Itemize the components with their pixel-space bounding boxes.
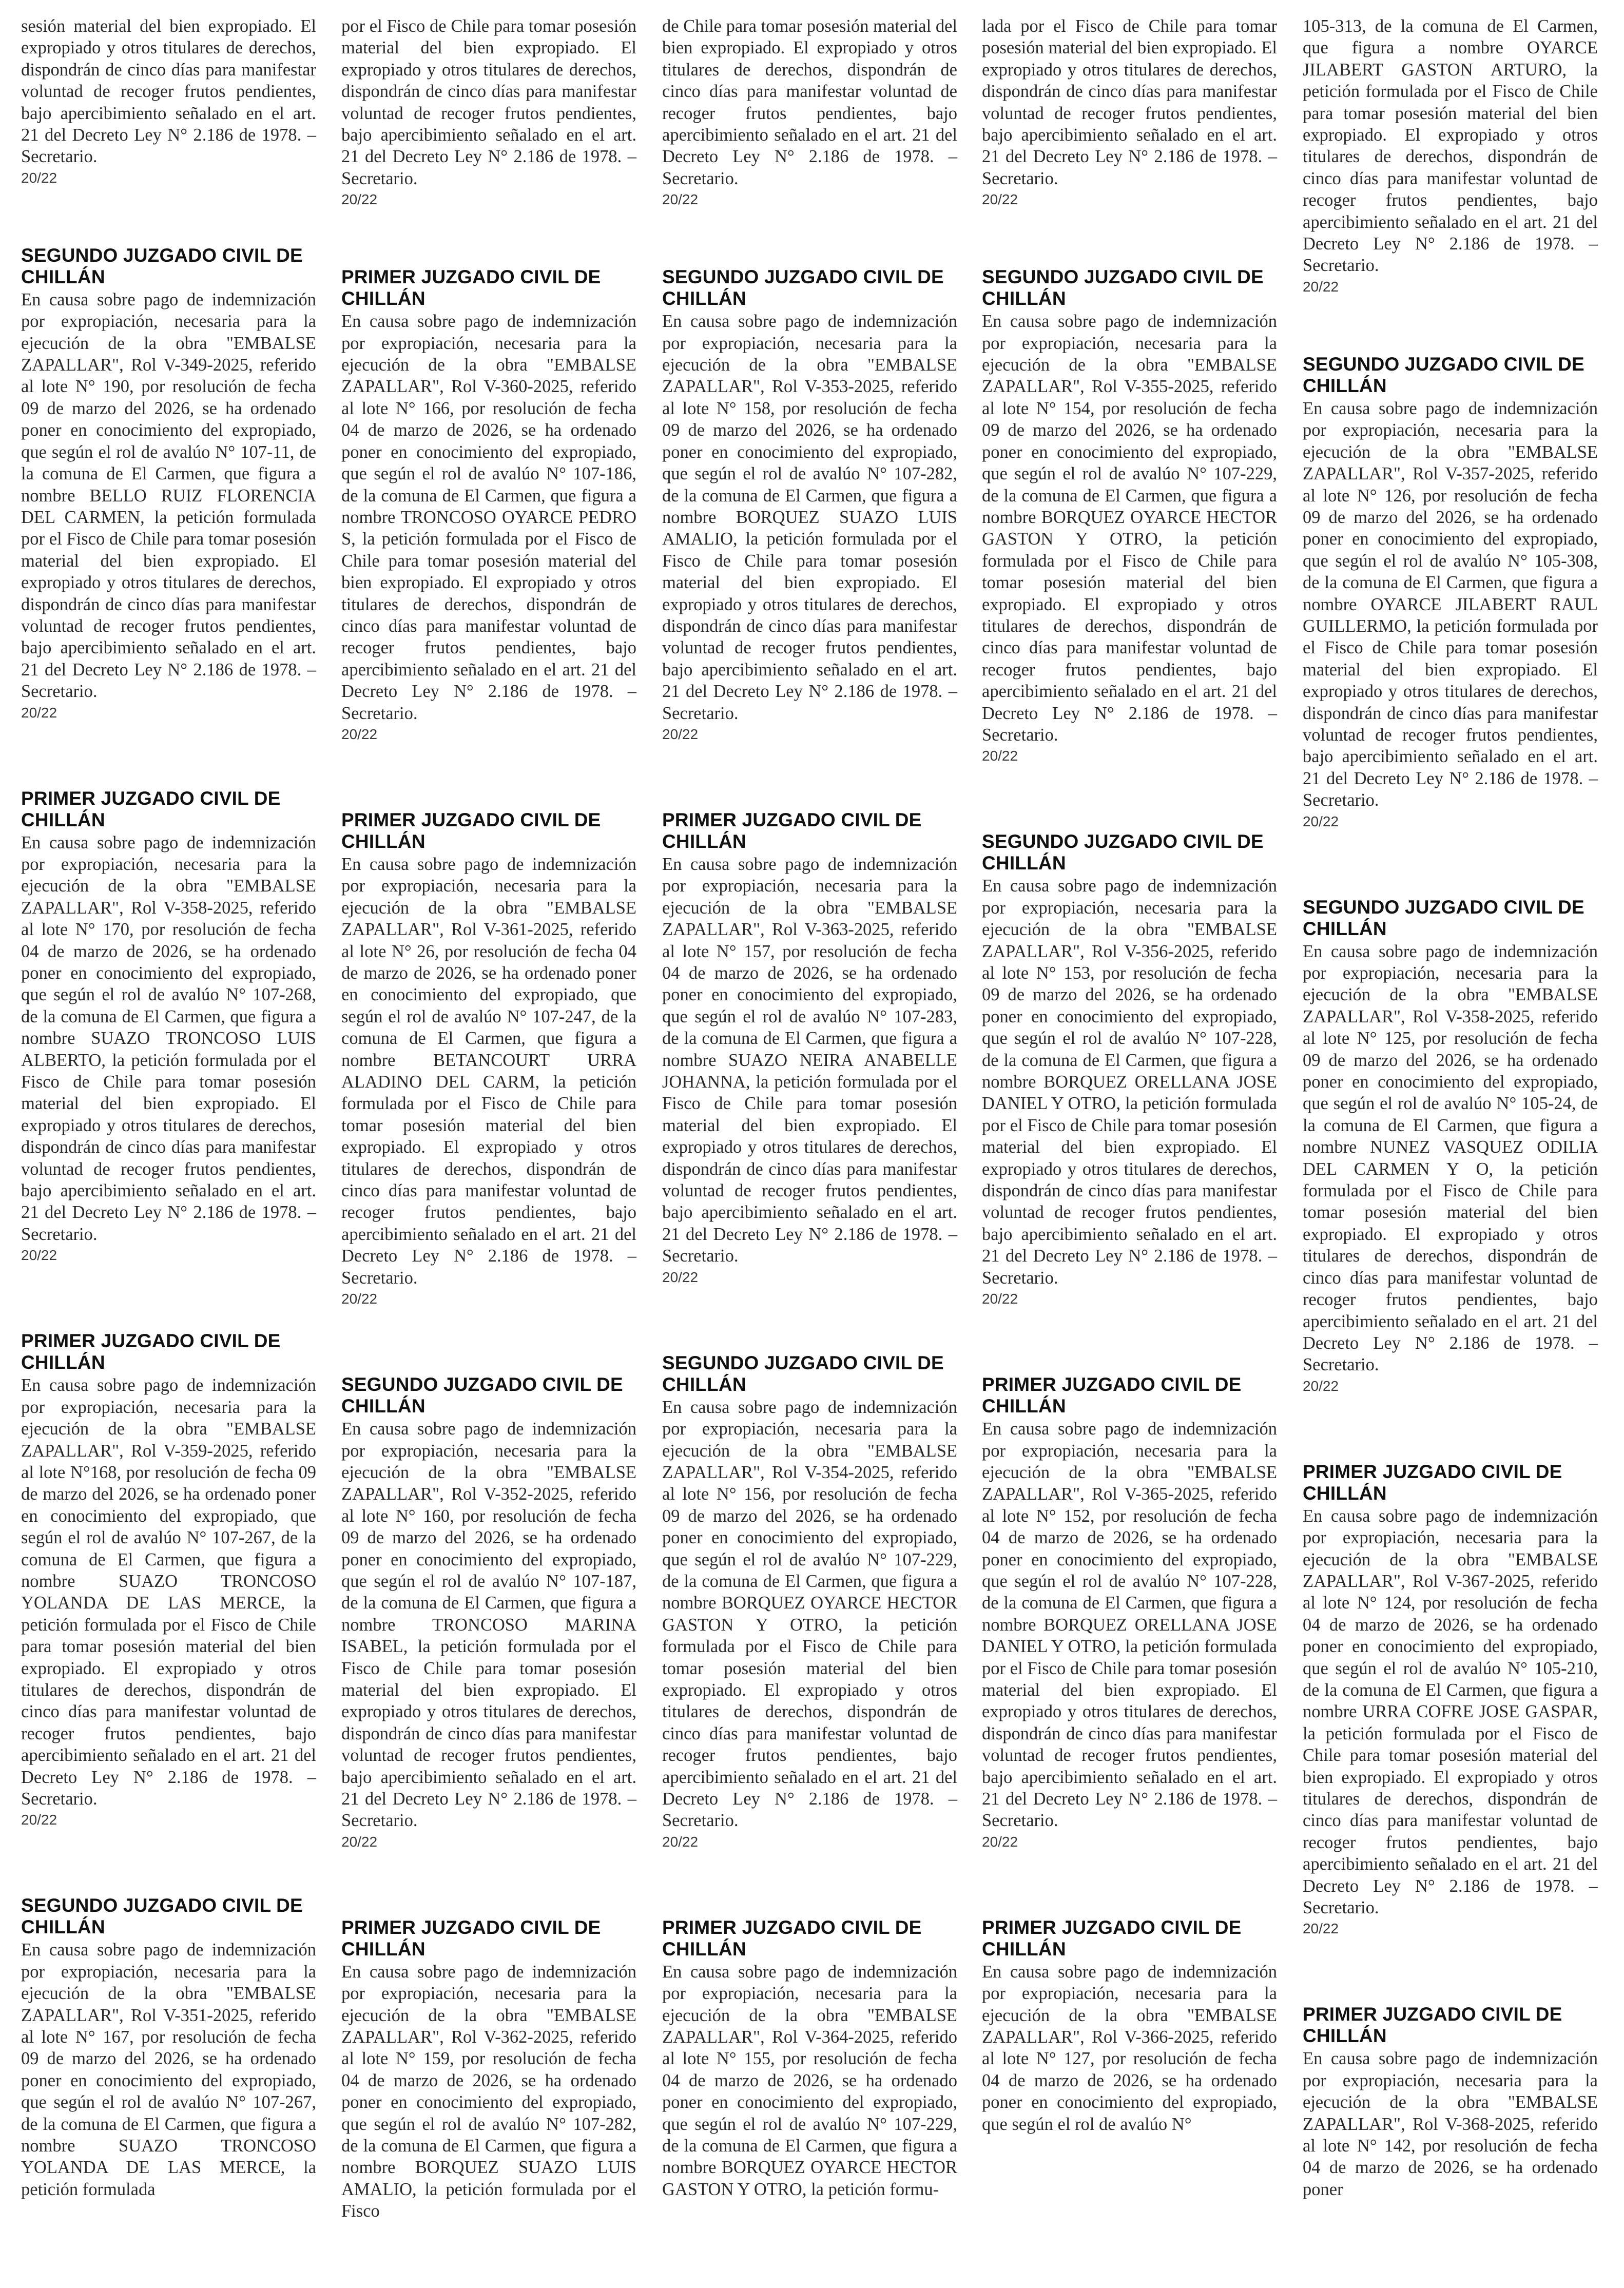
court-heading: SEGUNDO JUZGADO CIVIL DE CHILLÁN [662, 1352, 944, 1395]
notice-body: En causa sobre pago de indemnización por expropiación, necesaria para la ejecución de la obra "EMBALSE ZAPALLAR", Rol V-362-2025, referido al lote N° 159, por resolución de fecha 04 de marzo de 2026, se ha ordenado poner en conocimiento del expropiado, que según el rol de avalúo N° 107-282, de la comuna de El Carmen, que figura a nombre BORQUEZ SUAZO LUIS AMALIO, la petición formulada por el Fisco [341, 1962, 636, 2221]
notice-body: de Chile para tomar posesión material del bien expropiado. El expropiado y otros titulares de derechos, dispondrán de cinco días para manifestar voluntad de recoger frutos pendientes, bajo apercibimiento señalado en el art. 21 del Decreto Ley N° 2.186 de 1978. – Secretario. [662, 16, 957, 188]
notice-date-code: 20/22 [1303, 278, 1339, 295]
notice-date-code: 20/22 [662, 1833, 699, 1850]
notice-body: En causa sobre pago de indemnización por expropiación, necesaria para la ejecución de la obra "EMBALSE ZAPALLAR", Rol V-349-2025, referido al lote N° 190, por resolución de fecha 09 de marzo del 2026, se ha ordenado poner en conocimiento del expropiado, que según el rol de avalúo N° 107-11, de la comuna de El Carmen, que figura a nombre BELLO RUIZ FLORENCIA DEL CARMEN, la petición formulada por el Fisco de Chile para tomar posesión material del bien expropiado. El expropiado y otros titulares de derechos, dispondrán de cinco días para manifestar voluntad de recoger frutos pendientes, bajo apercibimiento señalado en el art. 21 del Decreto Ley N° 2.186 de 1978. – Secretario. [21, 289, 316, 702]
notice-date-code: 20/22 [1303, 1378, 1339, 1394]
legal-notice [341, 266, 636, 744]
court-heading: PRIMER JUZGADO CIVIL DE CHILLÁN [1303, 2004, 1562, 2047]
court-heading: SEGUNDO JUZGADO CIVIL DE CHILLÁN [1303, 896, 1584, 939]
court-heading: SEGUNDO JUZGADO CIVIL DE CHILLÁN [982, 831, 1264, 874]
notice-date-code: 20/22 [662, 1269, 699, 1285]
notice-body: En causa sobre pago de indemnización por expropiación, necesaria para la ejecución de la obra "EMBALSE ZAPALLAR", Rol V-357-2025, referido al lote N° 126, por resolución de fecha 09 de marzo del 2026, se ha ordenado poner en conocimiento del expropiado, que según el rol de avalúo N° 105-308, de la comuna de El Carmen, que figura a nombre OYARCE JILABERT RAUL GUILLERMO, la petición formulada por el Fisco de Chile para tomar posesión material del bien expropiado. El expropiado y otros titulares de derechos, dispondrán de cinco días para manifestar voluntad de recoger frutos pendientes, bajo apercibimiento señalado en el art. 21 del Decreto Ley N° 2.186 de 1978. – Secretario. [1303, 398, 1598, 810]
column-4 [982, 15, 1277, 2201]
notice-body: En causa sobre pago de indemnización por expropiación, necesaria para la ejecución de la obra "EMBALSE ZAPALLAR", Rol V-353-2025, referido al lote N° 158, por resolución de fecha 09 de marzo del 2026, se ha ordenado poner en conocimiento del expropiado, que según el rol de avalúo N° 107-282, de la comuna de El Carmen, que figura a nombre BORQUEZ SUAZO LUIS AMALIO, la petición formulada por el Fisco de Chile para tomar posesión material del bien expropiado. El expropiado y otros titulares de derechos, dispondrán de cinco días para manifestar voluntad de recoger frutos pendientes, bajo apercibimiento señalado en el art. 21 del Decreto Ley N° 2.186 de 1978. – Secretario. [662, 312, 957, 723]
column-1 [21, 15, 316, 2266]
court-heading: PRIMER JUZGADO CIVIL DE CHILLÁN [662, 1916, 922, 1960]
notice-date-code: 20/22 [982, 1833, 1018, 1850]
legal-notice [662, 1917, 957, 2200]
notice-body: En causa sobre pago de indemnización por expropiación, necesaria para la ejecución de la obra "EMBALSE ZAPALLAR", Rol V-351-2025, referido al lote N° 167, por resolución de fecha 09 de marzo del 2026, se ha ordenado poner en conocimiento del expropiado, que según el rol de avalúo N° 107-267, de la comuna de El Carmen, que figura a nombre SUAZO TRONCOSO YOLANDA DE LAS MERCE, la petición formulada [21, 1940, 316, 2199]
legal-notice [1303, 1461, 1598, 1938]
notice-body: En causa sobre pago de indemnización por expropiación, necesaria para la ejecución de la obra "EMBALSE ZAPALLAR", Rol V-364-2025, referido al lote N° 155, por resolución de fecha 04 de marzo de 2026, se ha ordenado poner en conocimiento del expropiado, que según el rol de avalúo N° 107-229, de la comuna de El Carmen, que figura a nombre BORQUEZ OYARCE HECTOR GASTON Y OTRO, la petición formu- [662, 1962, 957, 2199]
court-heading: SEGUNDO JUZGADO CIVIL DE CHILLÁN [1303, 353, 1584, 396]
court-heading: PRIMER JUZGADO CIVIL DE CHILLÁN [982, 1916, 1242, 1960]
notice-body: En causa sobre pago de indemnización por expropiación, necesaria para la ejecución de la obra "EMBALSE ZAPALLAR", Rol V-365-2025, referido al lote N° 152, por resolución de fecha 04 de marzo de 2026, se ha ordenado poner en conocimiento del expropiado, que según el rol de avalúo N° 107-228, de la comuna de El Carmen, que figura a nombre BORQUEZ ORELLANA JOSE DANIEL Y OTRO, la petición formulada por el Fisco de Chile para tomar posesión material del bien expropiado. El expropiado y otros titulares de derechos, dispondrán de cinco días para manifestar voluntad de recoger frutos pendientes, bajo apercibimiento señalado en el art. 21 del Decreto Ley N° 2.186 de 1978. – Secretario. [982, 1419, 1277, 1831]
legal-notice [982, 266, 1277, 765]
notice-body: En causa sobre pago de indemnización por expropiación, necesaria para la ejecución de la obra "EMBALSE ZAPALLAR", Rol V-355-2025, referido al lote N° 154, por resolución de fecha 09 de marzo del 2026, se ha ordenado poner en conocimiento del expropiado, que según el rol de avalúo N° 107-229, de la comuna de El Carmen, que figura a nombre BORQUEZ OYARCE HECTOR GASTON Y OTRO, la petición formulada por el Fisco de Chile para tomar posesión material del bien expropiado. El expropiado y otros titulares de derechos, dispondrán de cinco días para manifestar voluntad de recoger frutos pendientes, bajo apercibimiento señalado en el art. 21 del Decreto Ley N° 2.186 de 1978. – Secretario. [982, 312, 1277, 745]
notice-body: En causa sobre pago de indemnización por expropiación, necesaria para la ejecución de la obra "EMBALSE ZAPALLAR", Rol V-360-2025, referido al lote N° 166, por resolución de fecha 04 de marzo de 2026, se ha ordenado poner en conocimiento del expropiado, que según el rol de avalúo N° 107-186, de la comuna de El Carmen, que figura a nombre TRONCOSO OYARCE PEDRO S, la petición formulada por el Fisco de Chile para tomar posesión material del bien expropiado. El expropiado y otros titulares de derechos, dispondrán de cinco días para manifestar voluntad de recoger frutos pendientes, bajo apercibimiento señalado en el art. 21 del Decreto Ley N° 2.186 de 1978. – Secretario. [341, 312, 636, 723]
court-heading: PRIMER JUZGADO CIVIL DE CHILLÁN [662, 809, 922, 852]
notice-date-code: 20/22 [21, 1247, 57, 1264]
legal-notice-continuation [21, 15, 316, 187]
court-heading: SEGUNDO JUZGADO CIVIL DE CHILLÁN [21, 244, 303, 287]
legal-notice [1303, 354, 1598, 831]
legal-notice [982, 1374, 1277, 1851]
notice-date-code: 20/22 [1303, 813, 1339, 829]
legal-notice [21, 1330, 316, 1829]
notice-date-code: 20/22 [341, 1291, 378, 1307]
notice-body: sesión material del bien expropiado. El expropiado y otros titulares de derechos, dispondrán de cinco días para manifestar voluntad de recoger frutos pendientes, bajo apercibimiento señalado en el art. 21 del Decreto Ley N° 2.186 de 1978. – Secretario. [21, 16, 316, 167]
notice-date-code: 20/22 [21, 169, 57, 186]
legal-notice-continuation [341, 15, 636, 209]
column-5 [1303, 15, 1598, 2266]
notice-body: En causa sobre pago de indemnización por expropiación, necesaria para la ejecución de la obra "EMBALSE ZAPALLAR", Rol V-358-2025, referido al lote N° 170, por resolución de fecha 04 de marzo de 2026, se ha ordenado poner en conocimiento del expropiado, que según el rol de avalúo N° 107-268, de la comuna de El Carmen, que figura a nombre SUAZO TRONCOSO LUIS ALBERTO, la petición formulada por el Fisco de Chile para tomar posesión material del bien expropiado. El expropiado y otros titulares de derechos, dispondrán de cinco días para manifestar voluntad de recoger frutos pendientes, bajo apercibimiento señalado en el art. 21 del Decreto Ley N° 2.186 de 1978. – Secretario. [21, 832, 316, 1244]
notice-body: 105-313, de la comuna de El Carmen, que figura a nombre OYARCE JILABERT GASTON ARTURO, la petición formulada por el Fisco de Chile para tomar posesión material del bien expropiado. El expropiado y otros titulares de derechos, dispondrán de cinco días para manifestar voluntad de recoger frutos pendientes, bajo apercibimiento señalado en el art. 21 del Decreto Ley N° 2.186 de 1978. – Secretario. [1303, 16, 1598, 276]
legal-notice [1303, 2004, 1598, 2200]
court-heading: PRIMER JUZGADO CIVIL DE CHILLÁN [341, 1916, 601, 1960]
legal-notice [662, 1352, 957, 1851]
notice-date-code: 20/22 [982, 748, 1018, 764]
notice-date-code: 20/22 [1303, 1921, 1339, 1937]
notice-date-code: 20/22 [21, 1812, 57, 1828]
notice-date-code: 20/22 [662, 726, 699, 742]
legal-notice [21, 1895, 316, 2200]
notice-body: En causa sobre pago de indemnización por expropiación, necesaria para la ejecución de la obra "EMBALSE ZAPALLAR", Rol V-368-2025, referido al lote N° 142, por resolución de fecha 04 de marzo de 2026, se ha ordenado poner [1303, 2049, 1598, 2199]
notice-body: En causa sobre pago de indemnización por expropiación, necesaria para la ejecución de la obra "EMBALSE ZAPALLAR", Rol V-352-2025, referido al lote N° 160, por resolución de fecha 09 de marzo del 2026, se ha ordenado poner en conocimiento del expropiado, que según el rol de avalúo N° 107-187, de la comuna de El Carmen, que figura a nombre TRONCOSO MARINA ISABEL, la petición formulada por el Fisco de Chile para tomar posesión material del bien expropiado. El expropiado y otros titulares de derechos, dispondrán de cinco días para manifestar voluntad de recoger frutos pendientes, bajo apercibimiento señalado en el art. 21 del Decreto Ley N° 2.186 de 1978. – Secretario. [341, 1419, 636, 1831]
column-2 [341, 15, 636, 2288]
notice-date-code: 20/22 [341, 726, 378, 742]
court-heading: PRIMER JUZGADO CIVIL DE CHILLÁN [982, 1374, 1242, 1417]
court-heading: SEGUNDO JUZGADO CIVIL DE CHILLÁN [21, 1895, 303, 1938]
court-heading: SEGUNDO JUZGADO CIVIL DE CHILLÁN [341, 1374, 623, 1417]
notice-body: En causa sobre pago de indemnización por expropiación, necesaria para la ejecución de la obra "EMBALSE ZAPALLAR", Rol V-367-2025, referido al lote N° 124, por resolución de fecha 04 de marzo de 2026, se ha ordenado poner en conocimiento del expropiado, que según el rol de avalúo N° 105-210, de la comuna de El Carmen, que figura a nombre URRA COFRE JOSE GASPAR, la petición formulada por el Fisco de Chile para tomar posesión material del bien expropiado. El expropiado y otros titulares de derechos, dispondrán de cinco días para manifestar voluntad de recoger frutos pendientes, bajo apercibimiento señalado en el art. 21 del Decreto Ley N° 2.186 de 1978. – Secretario. [1303, 1506, 1598, 1918]
legal-notice [21, 245, 316, 722]
notice-body: En causa sobre pago de indemnización por expropiación, necesaria para la ejecución de la obra "EMBALSE ZAPALLAR", Rol V-363-2025, referido al lote N° 157, por resolución de fecha 04 de marzo de 2026, se ha ordenado poner en conocimiento del expropiado, que según el rol de avalúo N° 107-283, de la comuna de El Carmen, que figura a nombre SUAZO NEIRA ANABELLE JOHANNA, la petición formulada por el Fisco de Chile para tomar posesión material del bien expropiado. El expropiado y otros titulares de derechos, dispondrán de cinco días para manifestar voluntad de recoger frutos pendientes, bajo apercibimiento señalado en el art. 21 del Decreto Ley N° 2.186 de 1978. – Secretario. [662, 854, 957, 1266]
legal-notice [982, 1917, 1277, 2135]
legal-notice [662, 266, 957, 744]
notice-body: En causa sobre pago de indemnización por expropiación, necesaria para la ejecución de la obra "EMBALSE ZAPALLAR", Rol V-354-2025, referido al lote N° 156, por resolución de fecha 09 de marzo del 2026, se ha ordenado poner en conocimiento del expropiado, que según el rol de avalúo N° 107-229, de la comuna de El Carmen, que figura a nombre BORQUEZ OYARCE HECTOR GASTON Y OTRO, la petición formulada por el Fisco de Chile para tomar posesión material del bien expropiado. El expropiado y otros titulares de derechos, dispondrán de cinco días para manifestar voluntad de recoger frutos pendientes, bajo apercibimiento señalado en el art. 21 del Decreto Ley N° 2.186 de 1978. – Secretario. [662, 1397, 957, 1831]
notice-body: En causa sobre pago de indemnización por expropiación, necesaria para la ejecución de la obra "EMBALSE ZAPALLAR", Rol V-366-2025, referido al lote N° 127, por resolución de fecha 04 de marzo de 2026, se ha ordenado poner en conocimiento del expropiado, que según el rol de avalúo N° [982, 1962, 1277, 2134]
notice-body: por el Fisco de Chile para tomar posesión material del bien expropiado. El expropiado y otros titulares de derechos, dispondrán de cinco días para manifestar voluntad de recoger frutos pendientes, bajo apercibimiento señalado en el art. 21 del Decreto Ley N° 2.186 de 1978. – Secretario. [341, 16, 636, 188]
notice-body: En causa sobre pago de indemnización por expropiación, necesaria para la ejecución de la obra "EMBALSE ZAPALLAR", Rol V-356-2025, referido al lote N° 153, por resolución de fecha 09 de marzo del 2026, se ha ordenado poner en conocimiento del expropiado, que según el rol de avalúo N° 107-228, de la comuna de El Carmen, que figura a nombre BORQUEZ ORELLANA JOSE DANIEL Y OTRO, la petición formulada por el Fisco de Chile para tomar posesión material del bien expropiado. El expropiado y otros titulares de derechos, dispondrán de cinco días para manifestar voluntad de recoger frutos pendientes, bajo apercibimiento señalado en el art. 21 del Decreto Ley N° 2.186 de 1978. – Secretario. [982, 876, 1277, 1288]
notice-body: lada por el Fisco de Chile para tomar posesión material del bien expropiado. El expropiado y otros titulares de derechos, dispondrán de cinco días para manifestar voluntad de recoger frutos pendientes, bajo apercibimiento señalado en el art. 21 del Decreto Ley N° 2.186 de 1978. – Secretario. [982, 16, 1277, 188]
court-heading: PRIMER JUZGADO CIVIL DE CHILLÁN [341, 809, 601, 852]
legal-notice [21, 788, 316, 1265]
notice-body: En causa sobre pago de indemnización por expropiación, necesaria para la ejecución de la obra "EMBALSE ZAPALLAR", Rol V-361-2025, referido al lote N° 26, por resolución de fecha 04 de marzo de 2026, se ha ordenado poner en conocimiento del expropiado, que según el rol de avalúo N° 107-247, de la comuna de El Carmen, que figura a nombre BETANCOURT URRA ALADINO DEL CARM, la petición formulada por el Fisco de Chile para tomar posesión material del bien expropiado. El expropiado y otros titulares de derechos, dispondrán de cinco días para manifestar voluntad de recoger frutos pendientes, bajo apercibimiento señalado en el art. 21 del Decreto Ley N° 2.186 de 1978. – Secretario. [341, 854, 636, 1288]
court-heading: PRIMER JUZGADO CIVIL DE CHILLÁN [1303, 1461, 1562, 1504]
court-heading: SEGUNDO JUZGADO CIVIL DE CHILLÁN [662, 266, 944, 309]
legal-notice-continuation [1303, 15, 1598, 296]
legal-notice [1303, 897, 1598, 1395]
column-3 [662, 15, 957, 2266]
court-heading: PRIMER JUZGADO CIVIL DE CHILLÁN [21, 1330, 281, 1373]
notice-date-code: 20/22 [21, 704, 57, 721]
court-heading: PRIMER JUZGADO CIVIL DE CHILLÁN [21, 787, 281, 830]
notice-body: En causa sobre pago de indemnización por expropiación, necesaria para la ejecución de la obra "EMBALSE ZAPALLAR", Rol V-358-2025, referido al lote N° 125, por resolución de fecha 09 de marzo del 2026, se ha ordenado poner en conocimiento del expropiado, que según el rol de avalúo N° 105-24, de la comuna de El Carmen, que figura a nombre NUNEZ VASQUEZ ODILIA DEL CARMEN Y O, la petición formulada por el Fisco de Chile para tomar posesión material del bien expropiado. El expropiado y otros titulares de derechos, dispondrán de cinco días para manifestar voluntad de recoger frutos pendientes, bajo apercibimiento señalado en el art. 21 del Decreto Ley N° 2.186 de 1978. – Secretario. [1303, 941, 1598, 1375]
notice-body: En causa sobre pago de indemnización por expropiación, necesaria para la ejecución de la obra "EMBALSE ZAPALLAR", Rol V-359-2025, referido al lote N°168, por resolución de fecha 09 de marzo del 2026, se ha ordenado poner en conocimiento del expropiado, que según el rol de avalúo N° 107-267, de la comuna de El Carmen, que figura a nombre SUAZO TRONCOSO YOLANDA DE LAS MERCE, la petición formulada por el Fisco de Chile para tomar posesión material del bien expropiado. El expropiado y otros titulares de derechos, dispondrán de cinco días para manifestar voluntad de recoger frutos pendientes, bajo apercibimiento señalado en el art. 21 del Decreto Ley N° 2.186 de 1978. – Secretario. [21, 1375, 316, 1809]
notice-date-code: 20/22 [662, 191, 699, 208]
notice-date-code: 20/22 [341, 1833, 378, 1850]
court-heading: PRIMER JUZGADO CIVIL DE CHILLÁN [341, 266, 601, 309]
legal-notice [341, 1917, 636, 2222]
notice-date-code: 20/22 [982, 191, 1018, 208]
notice-date-code: 20/22 [341, 191, 378, 208]
legal-notice [982, 831, 1277, 1308]
legal-notice-continuation [662, 15, 957, 209]
legal-notice-continuation [982, 15, 1277, 209]
legal-notice [341, 1374, 636, 1851]
legal-notice [341, 809, 636, 1308]
court-heading: SEGUNDO JUZGADO CIVIL DE CHILLÁN [982, 266, 1264, 309]
notice-date-code: 20/22 [982, 1291, 1018, 1307]
legal-notice [662, 809, 957, 1287]
